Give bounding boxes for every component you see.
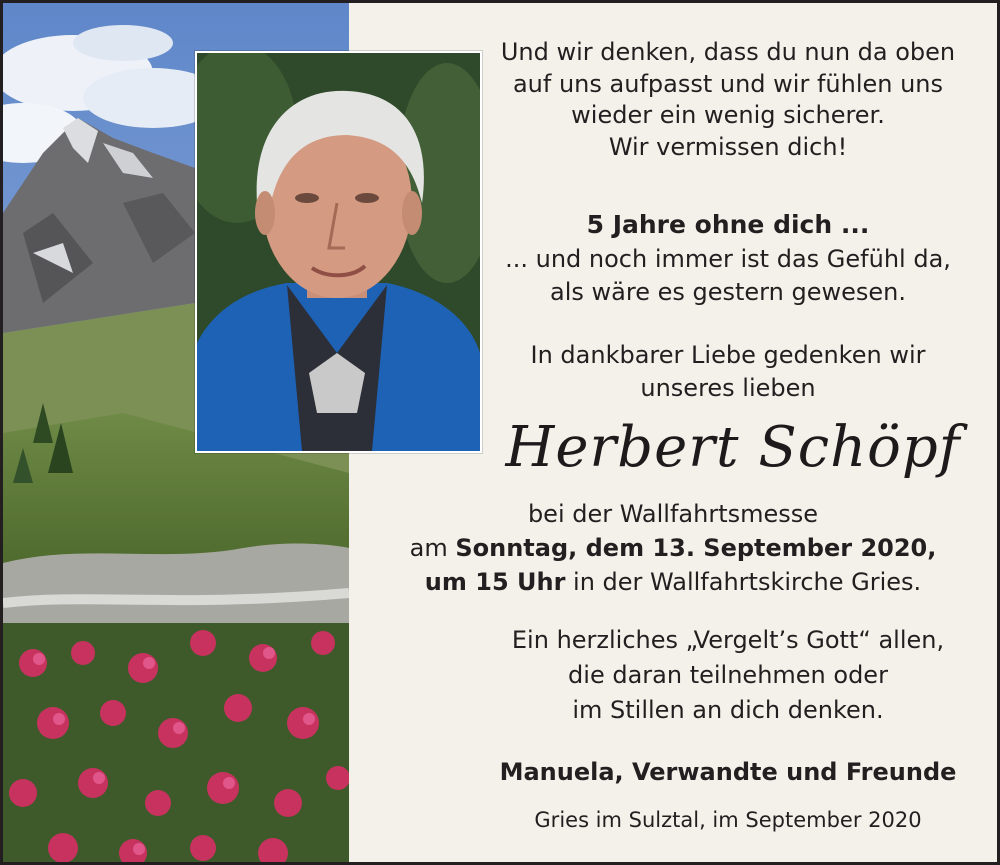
mass-info: [373, 497, 973, 599]
mass-time-line: [373, 565, 973, 599]
thanks-line: Ein herzliches „Vergelt’s Gott“ allen,: [511, 626, 945, 654]
mass-date: Sonntag, dem 13. September 2020,: [455, 534, 937, 562]
remembrance-line: unseres lieben: [640, 374, 816, 402]
remembrance-line: In dankbarer Liebe gedenken wir: [530, 341, 926, 369]
mass-date-prefix: am: [409, 534, 456, 562]
mass-date-line: [373, 531, 973, 565]
memorial-verse: [483, 37, 973, 163]
thanks-line: im Stillen an dich denken.: [572, 696, 884, 724]
deceased-name: Herbert Schöpf: [505, 415, 961, 480]
anniversary-line: als wäre es gestern gewesen.: [550, 278, 906, 306]
anniversary-line: ... und noch immer ist das Gefühl da,: [505, 245, 951, 273]
mass-line: bei der Wallfahrtsmesse: [527, 500, 819, 528]
mass-time: um 15 Uhr: [424, 568, 566, 596]
verse-line: Und wir denken, dass du nun da oben: [500, 38, 956, 66]
verse-line: wieder ein wenig sicherer.: [571, 101, 885, 129]
thanks-line: die daran teilnehmen oder: [568, 661, 888, 689]
anniversary-text: [483, 243, 973, 309]
place-date: Gries im Sulztal, im September 2020: [534, 808, 922, 832]
signers: Manuela, Verwandte und Freunde: [499, 758, 957, 786]
verse-line: auf uns aufpasst und wir fühlen uns: [512, 69, 944, 98]
verse-line: Wir vermissen dich!: [608, 132, 848, 161]
mass-location: in der Wallfahrtskirche Gries.: [565, 568, 922, 596]
anniversary-title: 5 Jahre ohne dich ...: [586, 210, 870, 239]
remembrance-text: [483, 339, 973, 405]
portrait-photo: [195, 51, 482, 453]
thanks-text: [483, 623, 973, 728]
